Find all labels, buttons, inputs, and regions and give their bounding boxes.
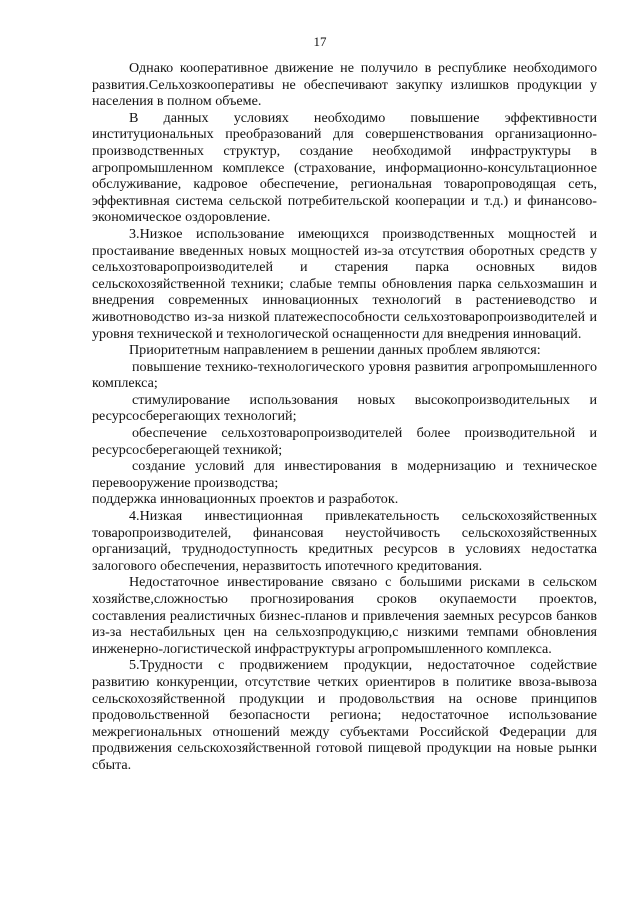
paragraph-problem-4: 4.Низкая инвестиционная привлекательность сельскохозяйственных товаропроизводителей, финансовая неустойчивость сельскохозяйственных организаций, труднодоступность кредитных ресурсов в условиях недостатка залогового обеспечения, неразвитость ипотечного кредитования. — [92, 508, 597, 574]
paragraph-priorities-intro: Приоритетным направлением в решении данных проблем являются: — [129, 342, 541, 359]
paragraph-institutional-reforms: В данных условиях необходимо повышение эффективности институциональных преобразований для совершенствования организационно-производственных структур, создание необходимой инфраструктуры в агропромышленном комплексе (страхование, информационно-консультационное обслуживание, кадровое обеспечение, региональная товаропроводящая сеть, эффективная система сельской потребительской кооперации и т.д.) и финансово-экономическое оздоровление. — [92, 109, 597, 226]
list-item-investment-conditions: создание условий для инвестирования в модернизацию и техническое перевооружение производства; — [92, 458, 597, 491]
paragraph-problem-5: 5.Трудности с продвижением продукции, недостаточное содействие развитию конкуренции, отсутствие четких ориентиров в политике ввоза-вывоза сельскохозяйственной продукции и продовольствия на основе принципов продовольственной безопасности региона; недостаточное использование межрегиональных отношений между субъектами Российской Федерации для продвижения сельскохозяйственной готовой пищевой продукции на новые рынки сбыта. — [92, 657, 597, 773]
paragraph-cooperative-movement: Однако кооперативное движение не получило в республике необходимого развития.Сельхозкооперативы не обеспечивают закупку излишков продукции у населения в полном объеме. — [92, 60, 597, 110]
paragraph-problem-3: 3.Низкое использование имеющихся производственных мощностей и простаивание введенных новых мощностей из-за отсутствия оборотных средств у сельхозтоваропроизводителей и старения парка основных видов сельскохозяйственной техники; слабые темпы обновления парка сельхозмашин и внедрения современных инновационных технологий в растениеводство и животноводство из-за низкой платежеспособности сельхозтоваропроизводителей и уровня технической и технологической оснащенности для внедрения инноваций. — [92, 225, 597, 342]
document-body — [92, 60, 597, 774]
paragraph-insufficient-investment: Недостаточное инвестирование связано с большими рисками в сельском хозяйстве,сложностью прогнозирования сроков окупаемости проектов, составления реалистичных бизнес-планов и привлечения заемных ресурсов банков из-за нестабильных цен на сельхозпродукцию,с низкими темпами обновления инженерно-логистической инфраструктуры агропромышленного комплекса. — [92, 574, 597, 657]
list-item-innovation-support: поддержка инновационных проектов и разработок. — [92, 491, 399, 508]
list-item-equipment: обеспечение сельхозтоваропроизводителей более производительной и ресурсосберегающей техникой; — [92, 425, 597, 458]
list-item-tech-level: повышение технико-технологического уровня развития агропромышленного комплекса; — [92, 358, 597, 392]
list-item-stimulation: стимулирование использования новых высокопроизводительных и ресурсосберегающих технологий; — [92, 391, 597, 425]
page-number: 17 — [313, 34, 327, 49]
